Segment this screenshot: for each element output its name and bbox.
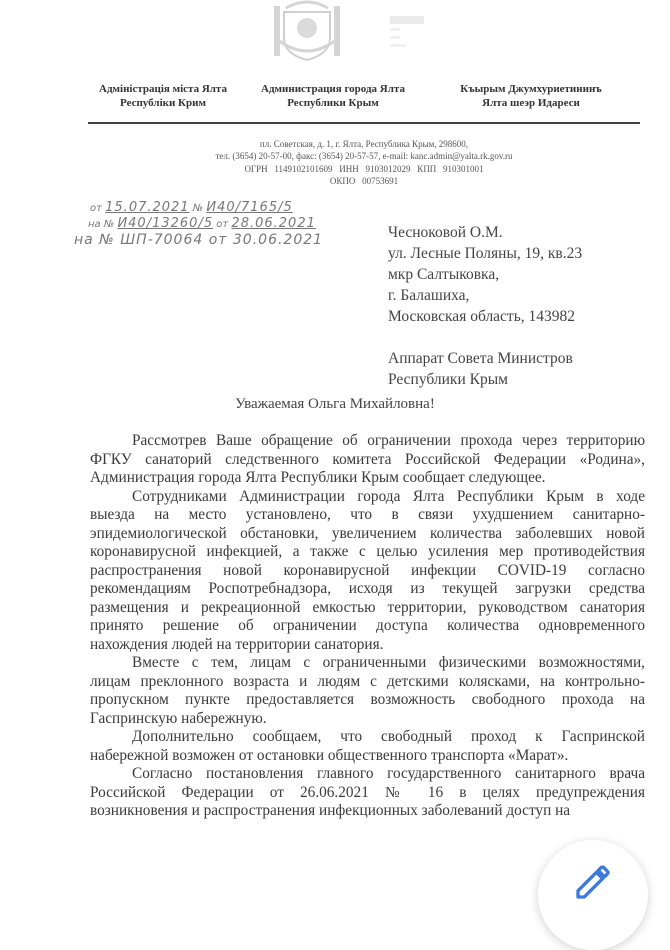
body-line: рекомендациям Роспотребнадзора, исходя из текущей загрузки средства bbox=[90, 580, 645, 597]
contact-line: ОКПО 00753691 bbox=[329, 175, 399, 186]
header-line: Республики Крым bbox=[287, 97, 379, 109]
label: на № bbox=[88, 219, 115, 230]
contact-info bbox=[88, 138, 640, 187]
body-line: эпидемиологической обстановки, увеличением количества заболевших новой bbox=[90, 524, 645, 542]
body-line: принято решение об ограничении доступа количества одновременного bbox=[90, 617, 645, 634]
contact-line: тел. (3654) 20-57-00, факс: (3654) 20-57-57, e-mail: kanc.admin@yalta.rk.gov.ru bbox=[215, 151, 513, 162]
body-line: набережной возможен от остановки общественного транспорта «Марат». bbox=[90, 746, 569, 764]
recipient-address bbox=[388, 222, 582, 390]
body-line: пропускном пункте предоставляется возможность свободного прохода на bbox=[90, 691, 645, 708]
incoming-number: И40/13260/5 bbox=[117, 216, 214, 231]
header-ukrainian bbox=[78, 82, 248, 110]
header-crimean-tatar bbox=[436, 82, 626, 110]
label: от bbox=[216, 219, 229, 230]
letter-body bbox=[90, 432, 645, 821]
body-line: возникновения и распространения инфекционных заболеваний доступ на bbox=[90, 802, 571, 819]
header-line: Адміністрація міста Ялта bbox=[99, 83, 227, 95]
body-line: Гаспринскую набережную. bbox=[90, 709, 267, 727]
stamp-mark bbox=[388, 12, 428, 52]
body-line: распространения новой коронавирусной инфекции COVID-19 согласно bbox=[90, 561, 645, 579]
pencil-icon bbox=[573, 862, 613, 902]
recipient-line: Чесноковой О.М. bbox=[388, 224, 503, 241]
body-line: лицам преклонного возраста и людям с детскими колясками, на контрольно- bbox=[90, 672, 645, 690]
label: № bbox=[192, 203, 204, 214]
recipient-line: мкр Салтыковка, bbox=[388, 266, 500, 283]
outgoing-number: И40/7165/5 bbox=[206, 200, 293, 215]
spacer bbox=[388, 327, 582, 348]
coat-of-arms-emblem bbox=[272, 0, 342, 62]
label: от bbox=[90, 203, 102, 214]
body-line: Администрация города Ялта Республики Крым сообщает следующее. bbox=[90, 469, 546, 486]
body-line: Российской Федерации от 26.06.2021 № 16 в целях предупреждения bbox=[90, 783, 645, 801]
body-line: размещения и рекреационной емкостью территории, руководством санатория bbox=[90, 598, 645, 616]
recipient-line: г. Балашиха, bbox=[388, 287, 470, 304]
header-russian bbox=[248, 82, 418, 110]
header-line: Республіки Крим bbox=[120, 97, 206, 109]
registration-line-3: на № ШП-70064 от 30.06.2021 bbox=[74, 232, 324, 248]
header-divider bbox=[88, 122, 640, 124]
recipient-line: ул. Лесные Поляны, 19, кв.23 bbox=[388, 245, 583, 262]
body-line: Вместе с тем, лицам с ограниченными физическими возможностями, bbox=[132, 654, 645, 671]
edit-button[interactable] bbox=[538, 840, 648, 950]
header-line: Ялта шеэр Идареси bbox=[482, 97, 580, 109]
outgoing-date: 15.07.2021 bbox=[105, 200, 190, 215]
body-line: ФГКУ санаторий следственного комитета Российской Федерации «Родина», bbox=[90, 450, 645, 468]
body-line: Согласно постановления главного государственного санитарного врача bbox=[132, 765, 645, 782]
contact-line: ОГРН 1149102101609 ИНН 9103012029 КПП 910301001 bbox=[244, 163, 484, 174]
recipient-line: Московская область, 143982 bbox=[388, 308, 576, 325]
salutation: Уважаемая Ольга Михайловна! bbox=[235, 396, 435, 412]
recipient-line: Республики Крым bbox=[388, 371, 508, 388]
recipient-line: Аппарат Совета Министров bbox=[388, 350, 573, 367]
body-line: Рассмотрев Ваше обращение об ограничении прохода через территорию bbox=[132, 432, 645, 449]
body-line: Сотрудниками Администрации города Ялта Республики Крым в ходе bbox=[132, 487, 645, 505]
body-line: нахождения людей на территории санатория. bbox=[90, 635, 384, 653]
contact-line: пл. Советская, д. 1, г. Ялта, Республика Крым, 298600, bbox=[259, 139, 469, 149]
header-line: Къырым Джумхуриетининъ bbox=[460, 83, 602, 95]
header-line: Администрация города Ялта bbox=[261, 83, 405, 95]
incoming-date: 28.06.2021 bbox=[231, 216, 316, 231]
registration-line-1 bbox=[90, 200, 293, 215]
body-line: коронавирусной инфекцией, а также с целью усиления мер противодействия bbox=[90, 543, 645, 560]
body-line: выезда на место установлено, что в связи ухудшением санитарно- bbox=[90, 506, 645, 523]
body-line: Дополнительно сообщаем, что свободный проход к Гаспринской bbox=[132, 728, 645, 745]
registration-line-2 bbox=[88, 216, 316, 231]
